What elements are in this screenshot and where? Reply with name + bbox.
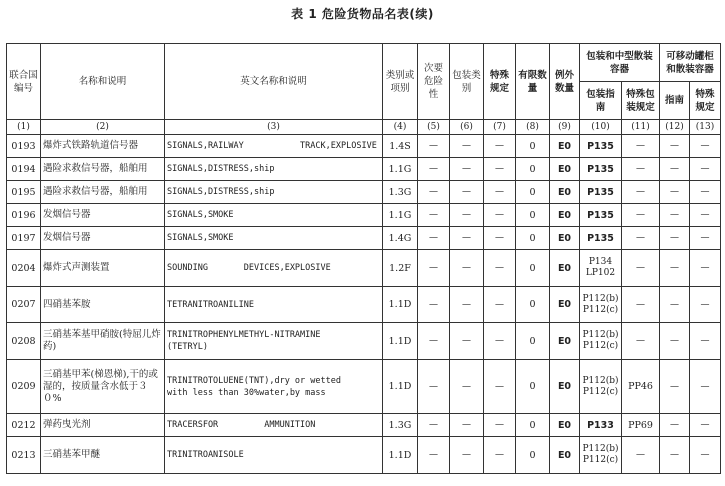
subsidiary-risk-cell: —	[418, 323, 450, 360]
excepted-quantity-cell: E0	[550, 181, 580, 204]
subsidiary-risk-cell: —	[418, 250, 450, 287]
header-limited-quantity: 有限数量	[516, 44, 550, 120]
header-subsidiary-risk: 次要危险性	[418, 44, 450, 120]
limited-quantity-cell: 0	[516, 250, 550, 287]
class-cell: 1.1G	[383, 204, 418, 227]
special-provisions-cell: —	[484, 135, 516, 158]
packing-group-cell: —	[450, 135, 484, 158]
column-number: (9)	[550, 120, 580, 135]
subsidiary-risk-cell: —	[418, 287, 450, 323]
un-number-cell: 0196	[7, 204, 41, 227]
class-cell: 1.1D	[383, 287, 418, 323]
limited-quantity-cell: 0	[516, 360, 550, 414]
class-cell: 1.3G	[383, 414, 418, 437]
special-provisions-cell: —	[484, 181, 516, 204]
special-packing-cell: —	[622, 250, 660, 287]
packing-instruction-cell: P112(b) P112(c)	[580, 323, 622, 360]
excepted-quantity-cell: E0	[550, 135, 580, 158]
packing-group-cell: —	[450, 360, 484, 414]
packing-instruction-cell: P112(b) P112(c)	[580, 437, 622, 474]
un-number-cell: 0212	[7, 414, 41, 437]
header-packaging-ibc: 包装和中型散装容器	[580, 44, 660, 82]
un-number-cell: 0204	[7, 250, 41, 287]
tank-special-cell: —	[690, 135, 721, 158]
tank-instruction-cell: —	[660, 158, 690, 181]
packing-instruction-cell: P112(b) P112(c)	[580, 287, 622, 323]
packing-instruction-cell: P135	[580, 158, 622, 181]
table-row	[7, 323, 721, 360]
column-number: (6)	[450, 120, 484, 135]
excepted-quantity-cell: E0	[550, 227, 580, 250]
limited-quantity-cell: 0	[516, 323, 550, 360]
subsidiary-risk-cell: —	[418, 227, 450, 250]
tank-special-cell: —	[690, 158, 721, 181]
column-number-row	[7, 120, 721, 135]
name-cell: 弹药曳光剂	[41, 414, 165, 437]
header-tank-instruction: 指南	[660, 82, 690, 120]
packing-instruction-cell: P134 LP102	[580, 250, 622, 287]
name-cell: 三硝基甲苯(梯恩梯),干的或湿的，按质量含水低于３０%	[41, 360, 165, 414]
tank-special-cell: —	[690, 227, 721, 250]
packing-group-cell: —	[450, 250, 484, 287]
header-special-provisions: 特殊规定	[484, 44, 516, 120]
class-cell: 1.2F	[383, 250, 418, 287]
excepted-quantity-cell: E0	[550, 158, 580, 181]
english-name-cell: SIGNALS,SMOKE	[165, 227, 383, 250]
name-cell: 四硝基苯胺	[41, 287, 165, 323]
table-row	[7, 250, 721, 287]
tank-instruction-cell: —	[660, 227, 690, 250]
header-un-number: 联合国编号	[7, 44, 41, 120]
english-name-cell: TRINITROTOLUENE(TNT),dry or wetted with less than 30%water,by mass	[165, 360, 383, 414]
special-packing-cell: —	[622, 287, 660, 323]
class-cell: 1.1G	[383, 158, 418, 181]
tank-special-cell: —	[690, 437, 721, 474]
name-cell: 爆炸式铁路轨道信号器	[41, 135, 165, 158]
english-name-cell: SIGNALS,DISTRESS,ship	[165, 158, 383, 181]
limited-quantity-cell: 0	[516, 437, 550, 474]
column-number: (1)	[7, 120, 41, 135]
name-cell: 三硝基苯甲醚	[41, 437, 165, 474]
special-provisions-cell: —	[484, 227, 516, 250]
special-packing-cell: —	[622, 437, 660, 474]
packing-group-cell: —	[450, 204, 484, 227]
class-cell: 1.1D	[383, 437, 418, 474]
special-packing-cell: —	[622, 158, 660, 181]
subsidiary-risk-cell: —	[418, 437, 450, 474]
header-class: 类别或项别	[383, 44, 418, 120]
subsidiary-risk-cell: —	[418, 414, 450, 437]
tank-special-cell: —	[690, 204, 721, 227]
english-name-cell: SIGNALS,DISTRESS,ship	[165, 181, 383, 204]
limited-quantity-cell: 0	[516, 227, 550, 250]
special-packing-cell: —	[622, 227, 660, 250]
un-number-cell: 0209	[7, 360, 41, 414]
header-excepted-quantity: 例外数量	[550, 44, 580, 120]
limited-quantity-cell: 0	[516, 135, 550, 158]
packing-instruction-cell: P135	[580, 135, 622, 158]
column-number: (2)	[41, 120, 165, 135]
excepted-quantity-cell: E0	[550, 287, 580, 323]
table-row	[7, 135, 721, 158]
header-portable-tanks: 可移动罐柜和散装容器	[660, 44, 721, 82]
special-packing-cell: PP46	[622, 360, 660, 414]
packing-instruction-cell: P135	[580, 181, 622, 204]
tank-special-cell: —	[690, 287, 721, 323]
table-title: 表 1 危险货物品名表(续)	[291, 7, 434, 21]
special-packing-cell: —	[622, 204, 660, 227]
class-cell: 1.1D	[383, 360, 418, 414]
column-number: (5)	[418, 120, 450, 135]
excepted-quantity-cell: E0	[550, 204, 580, 227]
tank-instruction-cell: —	[660, 437, 690, 474]
subsidiary-risk-cell: —	[418, 158, 450, 181]
english-name-cell: TRINITROANISOLE	[165, 437, 383, 474]
un-number-cell: 0193	[7, 135, 41, 158]
subsidiary-risk-cell: —	[418, 135, 450, 158]
un-number-cell: 0207	[7, 287, 41, 323]
name-cell: 遇险求救信号器，船舶用	[41, 181, 165, 204]
tank-instruction-cell: —	[660, 135, 690, 158]
packing-instruction-cell: P135	[580, 227, 622, 250]
dangerous-goods-table	[6, 43, 721, 474]
subsidiary-risk-cell: —	[418, 204, 450, 227]
tank-special-cell: —	[690, 181, 721, 204]
packing-group-cell: —	[450, 437, 484, 474]
un-number-cell: 0213	[7, 437, 41, 474]
header-tank-special: 特殊规定	[690, 82, 721, 120]
limited-quantity-cell: 0	[516, 287, 550, 323]
table-row	[7, 158, 721, 181]
excepted-quantity-cell: E0	[550, 250, 580, 287]
special-provisions-cell: —	[484, 414, 516, 437]
excepted-quantity-cell: E0	[550, 437, 580, 474]
header-packing-instruction: 包装指南	[580, 82, 622, 120]
column-number: (13)	[690, 120, 721, 135]
special-packing-cell: —	[622, 135, 660, 158]
name-cell: 发烟信号器	[41, 227, 165, 250]
table-row	[7, 227, 721, 250]
excepted-quantity-cell: E0	[550, 323, 580, 360]
column-number: (8)	[516, 120, 550, 135]
table-row	[7, 204, 721, 227]
column-number: (7)	[484, 120, 516, 135]
name-cell: 遇险求救信号器，船舶用	[41, 158, 165, 181]
english-name-cell: TETRANITROANILINE	[165, 287, 383, 323]
tank-special-cell: —	[690, 360, 721, 414]
packing-instruction-cell: P135	[580, 204, 622, 227]
un-number-cell: 0208	[7, 323, 41, 360]
subsidiary-risk-cell: —	[418, 360, 450, 414]
table-row	[7, 360, 721, 414]
name-cell: 爆炸式声测装置	[41, 250, 165, 287]
class-cell: 1.1D	[383, 323, 418, 360]
limited-quantity-cell: 0	[516, 414, 550, 437]
table-row	[7, 414, 721, 437]
special-provisions-cell: —	[484, 250, 516, 287]
english-name-cell: SIGNALS,RAILWAY TRACK,EXPLOSIVE	[165, 135, 383, 158]
tank-instruction-cell: —	[660, 250, 690, 287]
excepted-quantity-cell: E0	[550, 360, 580, 414]
english-name-cell: TRACERSFOR AMMUNITION	[165, 414, 383, 437]
column-number: (10)	[580, 120, 622, 135]
special-provisions-cell: —	[484, 158, 516, 181]
special-packing-cell: —	[622, 323, 660, 360]
class-cell: 1.3G	[383, 181, 418, 204]
packing-group-cell: —	[450, 287, 484, 323]
un-number-cell: 0194	[7, 158, 41, 181]
un-number-cell: 0197	[7, 227, 41, 250]
packing-group-cell: —	[450, 227, 484, 250]
tank-instruction-cell: —	[660, 287, 690, 323]
tank-special-cell: —	[690, 323, 721, 360]
packing-group-cell: —	[450, 414, 484, 437]
column-number: (3)	[165, 120, 383, 135]
class-cell: 1.4G	[383, 227, 418, 250]
special-provisions-cell: —	[484, 323, 516, 360]
column-number: (12)	[660, 120, 690, 135]
special-provisions-cell: —	[484, 204, 516, 227]
packing-instruction-cell: P112(b) P112(c)	[580, 360, 622, 414]
tank-instruction-cell: —	[660, 181, 690, 204]
special-packing-cell: PP69	[622, 414, 660, 437]
table-row	[7, 181, 721, 204]
tank-instruction-cell: —	[660, 360, 690, 414]
special-provisions-cell: —	[484, 437, 516, 474]
tank-special-cell: —	[690, 414, 721, 437]
class-cell: 1.4S	[383, 135, 418, 158]
name-cell: 发烟信号器	[41, 204, 165, 227]
excepted-quantity-cell: E0	[550, 414, 580, 437]
column-number: (4)	[383, 120, 418, 135]
tank-instruction-cell: —	[660, 204, 690, 227]
tank-special-cell: —	[690, 250, 721, 287]
un-number-cell: 0195	[7, 181, 41, 204]
tank-instruction-cell: —	[660, 414, 690, 437]
english-name-cell: SOUNDING DEVICES,EXPLOSIVE	[165, 250, 383, 287]
special-provisions-cell: —	[484, 287, 516, 323]
english-name-cell: SIGNALS,SMOKE	[165, 204, 383, 227]
special-packing-cell: —	[622, 181, 660, 204]
packing-group-cell: —	[450, 323, 484, 360]
header-special-packing: 特殊包装规定	[622, 82, 660, 120]
column-number: (11)	[622, 120, 660, 135]
table-row	[7, 437, 721, 474]
limited-quantity-cell: 0	[516, 204, 550, 227]
limited-quantity-cell: 0	[516, 158, 550, 181]
header-name: 名称和说明	[41, 44, 165, 120]
header-english-name: 英文名称和说明	[165, 44, 383, 120]
header-packing-group: 包装类别	[450, 44, 484, 120]
table-row	[7, 287, 721, 323]
special-provisions-cell: —	[484, 360, 516, 414]
packing-instruction-cell: P133	[580, 414, 622, 437]
packing-group-cell: —	[450, 158, 484, 181]
subsidiary-risk-cell: —	[418, 181, 450, 204]
packing-group-cell: —	[450, 181, 484, 204]
english-name-cell: TRINITROPHENYLMETHYL-NITRAMINE (TETRYL)	[165, 323, 383, 360]
limited-quantity-cell: 0	[516, 181, 550, 204]
name-cell: 三硝基苯基甲硝胺(特屈儿炸药)	[41, 323, 165, 360]
tank-instruction-cell: —	[660, 323, 690, 360]
